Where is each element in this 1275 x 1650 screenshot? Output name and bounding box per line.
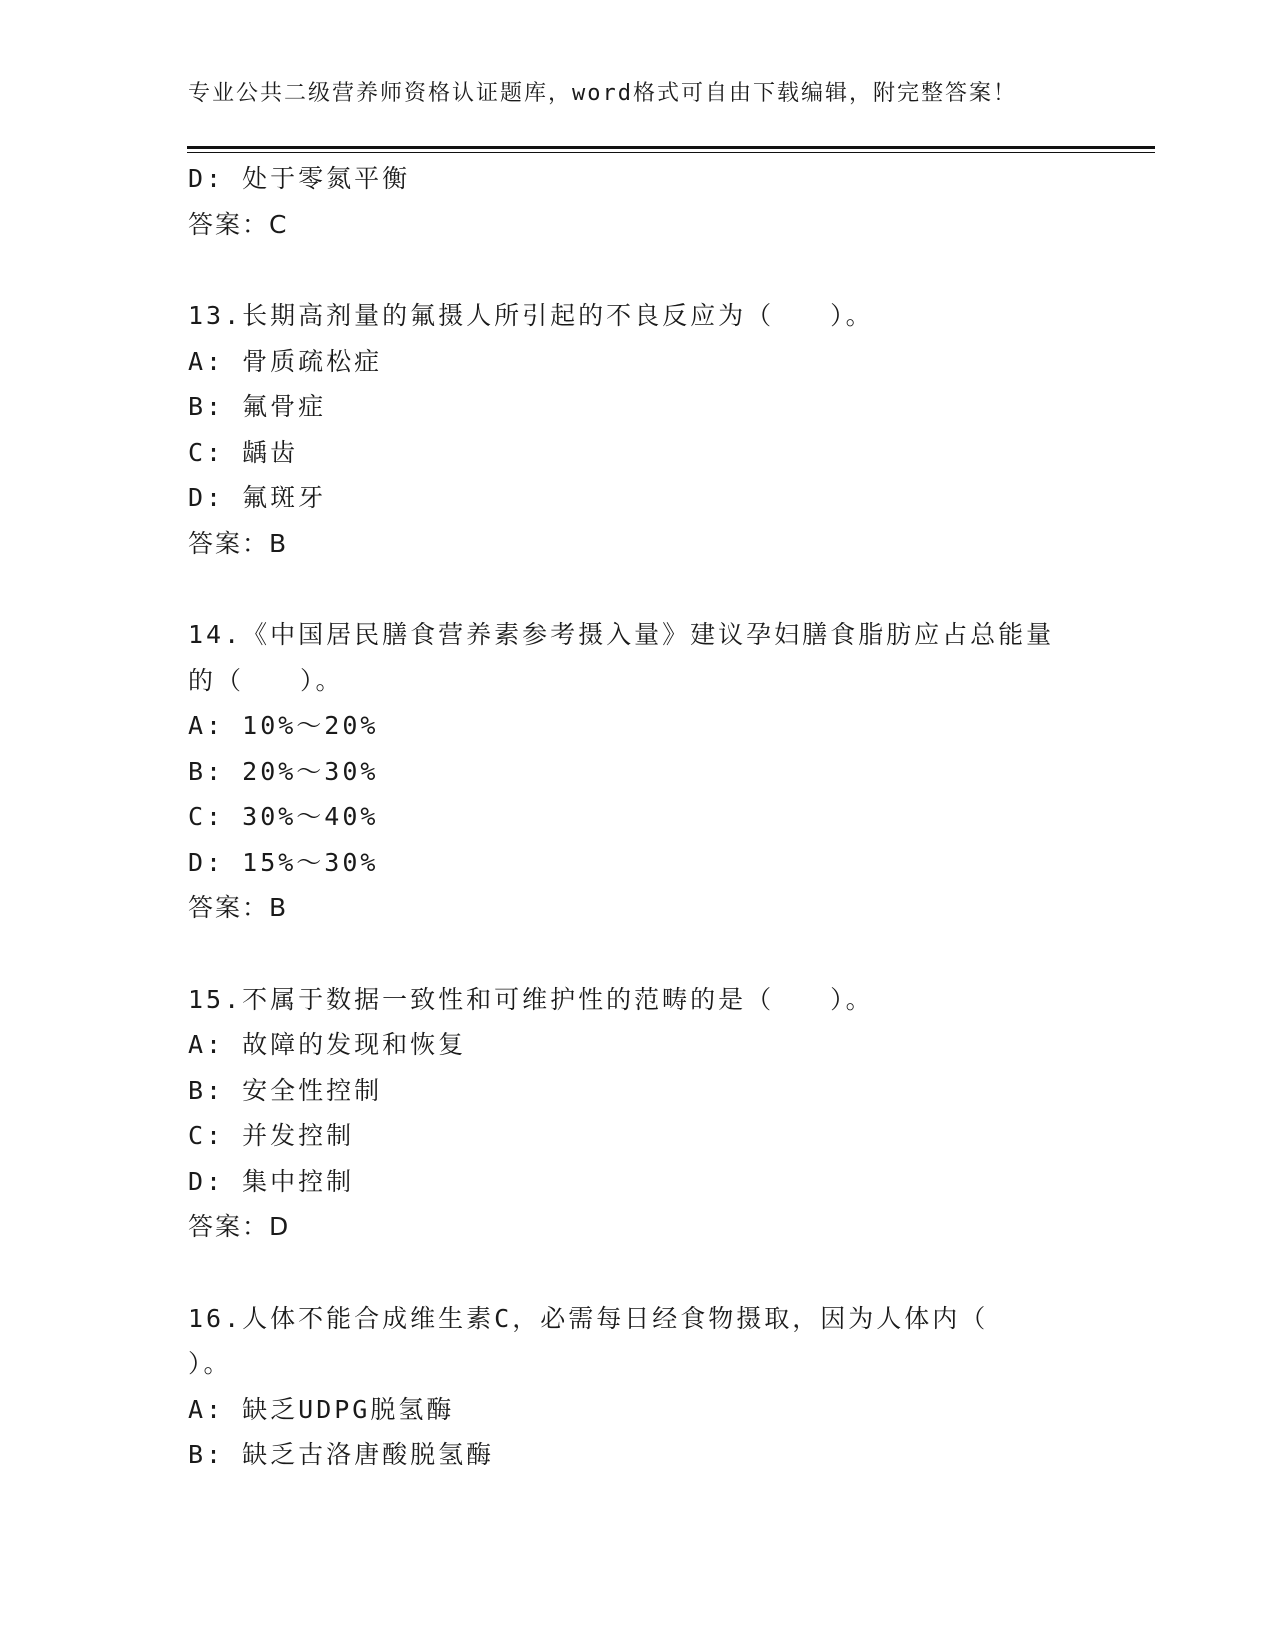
- option-b: B: 20%～30%: [188, 756, 379, 786]
- question-stem: 13.长期高剂量的氟摄人所引起的不良反应为（ ）。: [188, 301, 874, 330]
- option-b: B: 缺乏古洛唐酸脱氢酶: [188, 1440, 495, 1469]
- previous-question-tail: [188, 156, 1088, 247]
- option-d: D: 氟斑牙: [188, 483, 327, 512]
- header-divider-thick: [187, 146, 1155, 149]
- answer-line: 答案：B: [188, 893, 289, 922]
- header-divider-thin: [187, 152, 1155, 153]
- option-d: D: 处于零氮平衡: [188, 164, 411, 193]
- question-16: [188, 1296, 1088, 1478]
- question-13: [188, 293, 1088, 566]
- option-a: A: 骨质疏松症: [188, 346, 383, 376]
- option-a: A: 10%～20%: [188, 711, 379, 740]
- option-c: C: 并发控制: [188, 1121, 355, 1150]
- question-stem-line-2: 的（ ）。: [188, 665, 344, 695]
- answer-line: 答案：C: [188, 209, 289, 239]
- question-stem-line-1: 16.人体不能合成维生素C，必需每日经食物摄取，因为人体内（: [188, 1303, 989, 1333]
- question-14: [188, 612, 1088, 931]
- question-stem-line-1: 14.《中国居民膳食营养素参考摄入量》建议孕妇膳食脂肪应占总能量: [188, 620, 1055, 649]
- spacer: [188, 931, 1088, 977]
- page-header: 专业公共二级营养师资格认证题库，word格式可自由下载编辑，附完整答案！: [188, 81, 1017, 106]
- question-content: [188, 156, 1088, 1478]
- option-c: C: 龋齿: [188, 437, 299, 467]
- option-d: D: 集中控制: [188, 1166, 355, 1196]
- answer-line: 答案：B: [188, 528, 289, 558]
- question-15: [188, 977, 1088, 1250]
- answer-line: 答案：D: [188, 1212, 291, 1241]
- option-d: D: 15%～30%: [188, 847, 379, 877]
- spacer: [188, 1250, 1088, 1296]
- option-b: B: 氟骨症: [188, 392, 327, 421]
- option-a: A: 缺乏UDPG脱氢酶: [188, 1394, 455, 1424]
- spacer: [188, 247, 1088, 293]
- option-a: A: 故障的发现和恢复: [188, 1030, 467, 1059]
- option-b: B: 安全性控制: [188, 1075, 383, 1105]
- option-c: C: 30%～40%: [188, 802, 379, 831]
- spacer: [188, 566, 1088, 612]
- question-stem-line-2: ）。: [188, 1349, 232, 1378]
- question-stem: 15.不属于数据一致性和可维护性的范畴的是（ ）。: [188, 984, 874, 1014]
